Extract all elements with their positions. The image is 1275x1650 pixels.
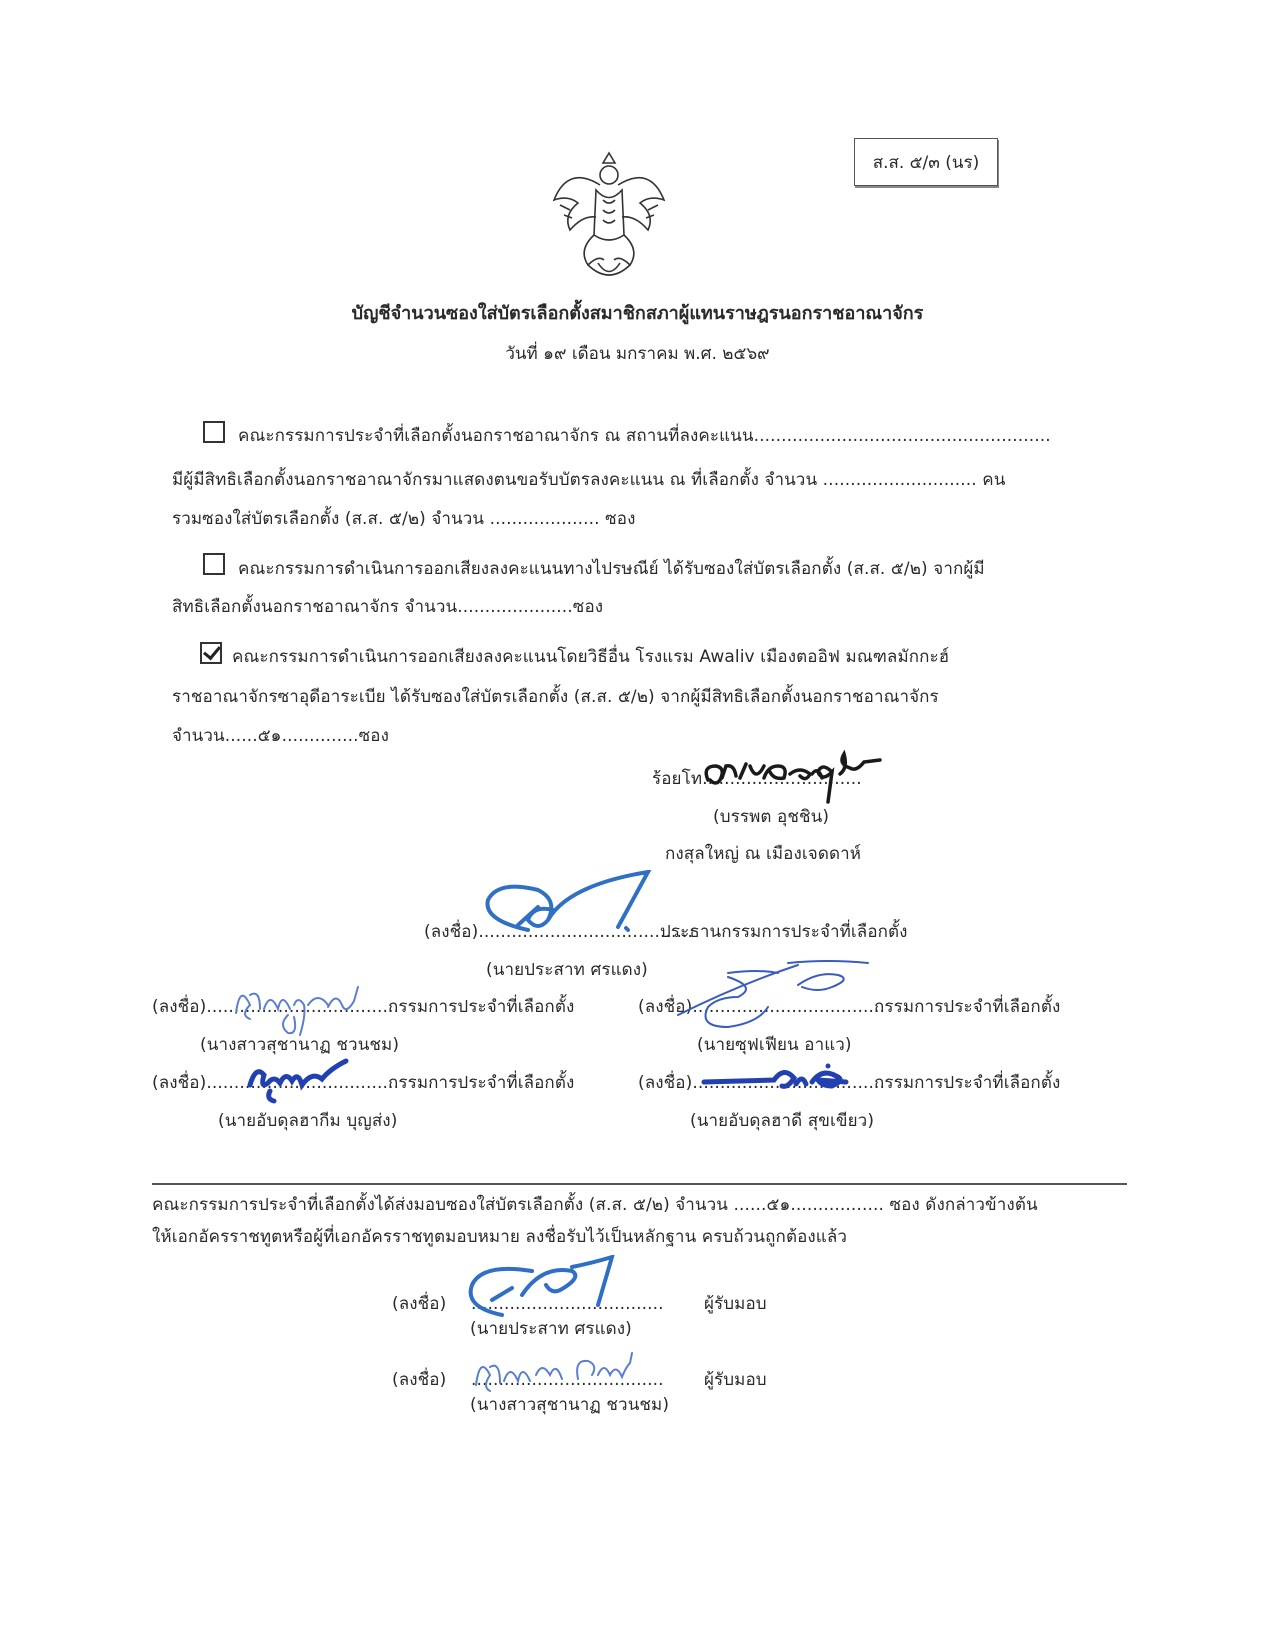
document-title: บัญชีจำนวนซองใส่บัตรเลือกตั้งสมาชิกสภาผู้แทนราษฎรนอกราชอาณาจักร <box>351 303 924 324</box>
delivery-line-2: ให้เอกอัครราชทูตหรือผู้ที่เอกอัครราชทูตมอบหมาย ลงชื่อรับไว้เป็นหลักฐาน ครบถ้วนถูกต้องแล้ว <box>152 1227 848 1247</box>
receiver-1-role: ผู้รับมอบ <box>704 1294 767 1314</box>
chair-name: (นายประสาท ศรแดง) <box>486 960 648 980</box>
consul-position: กงสุลใหญ่ ณ เมืองเจดดาห์ <box>665 844 862 864</box>
option-3-line-2: ราชอาณาจักรซาอุดีอาระเบีย ได้รับซองใส่บัตรเลือกตั้ง (ส.ส. ๕/๒) จากผู้มีสิทธิเลือกตั้งนอกราชอาณาจักร <box>172 687 939 707</box>
option-2-line-2: สิทธิเลือกตั้งนอกราชอาณาจักร จำนวน.....................ซอง <box>172 597 604 617</box>
receiver-1-signature-icon <box>462 1255 642 1325</box>
option-1-line-3: รวมซองใส่บัตรเลือกตั้ง (ส.ส. ๕/๒) จำนวน .................... ซอง <box>172 509 636 529</box>
member-3-name: (นายอับดุลฮากีม บุญส่ง) <box>218 1111 398 1131</box>
option-2-checkbox[interactable] <box>203 553 225 575</box>
receiver-2-sign-label: (ลงชื่อ) <box>392 1370 447 1390</box>
member-1-sign-line: (ลงชื่อ)................................... <box>152 997 399 1017</box>
option-3-line-3: จำนวน......๕๑..............ซอง <box>172 726 389 746</box>
receiver-1-name: (นายประสาท ศรแดง) <box>470 1319 632 1339</box>
chair-signature-icon <box>478 870 658 950</box>
member-4-sign-line: (ลงชื่อ)................................... <box>638 1073 885 1093</box>
member-3-signature-icon <box>240 1055 360 1105</box>
chair-sign-line: (ลงชื่อ)....................................... <box>424 922 693 942</box>
receiver-2-dots: ................................... <box>471 1370 664 1390</box>
option-2-line-1: คณะกรรมการดำเนินการออกเสียงลงคะแนนทางไปรษณีย์ ได้รับซองใส่บัตรเลือกตั้ง (ส.ส. ๕/๒) จากผู้มี <box>238 559 985 579</box>
member-2-sign-line: (ลงชื่อ)................................... <box>638 997 885 1017</box>
member-3-sign-line: (ลงชื่อ)................................... <box>152 1073 399 1093</box>
member-4-name: (นายอับดุลฮาดี สุขเขียว) <box>690 1111 875 1131</box>
option-3-checkbox[interactable] <box>200 642 222 664</box>
consul-sign-line: ร้อยโท............................. <box>652 769 862 789</box>
garuda-emblem-icon <box>548 145 670 285</box>
chair-role: ประธานกรรมการประจำที่เลือกตั้ง <box>660 922 908 942</box>
member-3-role: กรรมการประจำที่เลือกตั้ง <box>388 1073 575 1093</box>
member-4-signature-icon <box>700 1060 870 1100</box>
option-1-line-2: มีผู้มีสิทธิเลือกตั้งนอกราชอาณาจักรมาแสดงตนขอรับบัตรลงคะแนน ณ ที่เลือกตั้ง จำนวน ............................ คน <box>172 470 1006 490</box>
receiver-1-dots: ................................... <box>471 1294 664 1314</box>
member-1-name: (นางสาวสุชานาฏ ชวนชม) <box>200 1035 400 1055</box>
consul-name: (บรรพต อุชชิน) <box>713 807 830 827</box>
member-2-signature-icon <box>668 955 878 1035</box>
document-date: วันที่ ๑๙ เดือน มกราคม พ.ศ. ๒๕๖๙ <box>505 344 770 364</box>
option-1-checkbox[interactable] <box>203 421 225 443</box>
receiver-2-role: ผู้รับมอบ <box>704 1370 767 1390</box>
member-2-role: กรรมการประจำที่เลือกตั้ง <box>874 997 1061 1017</box>
member-2-name: (นายซุฟเฟียน อาแว) <box>697 1035 852 1055</box>
section-divider <box>152 1183 1127 1185</box>
form-code: ส.ส. ๕/๓ (นร) <box>872 152 980 173</box>
member-1-role: กรรมการประจำที่เลือกตั้ง <box>388 997 575 1017</box>
receiver-1-sign-label: (ลงชื่อ) <box>392 1294 447 1314</box>
option-1-line-1: คณะกรรมการประจำที่เลือกตั้งนอกราชอาณาจักร ณ สถานที่ลงคะแนน...................................................... <box>238 426 1051 446</box>
form-code-box <box>854 138 998 186</box>
option-3-line-1: คณะกรรมการดำเนินการออกเสียงลงคะแนนโดยวิธีอื่น โรงแรม Awaliv เมืองตออิฟ มณฑลมักกะฮ์ <box>232 647 950 667</box>
delivery-line-1: คณะกรรมการประจำที่เลือกตั้งได้ส่งมอบซองใส่บัตรเลือกตั้ง (ส.ส. ๕/๒) จำนวน ......๕๑................. ซอง ดังกล่าวข้างต้น <box>152 1195 1038 1215</box>
receiver-2-name: (นางสาวสุชานาฏ ชวนชม) <box>470 1395 670 1415</box>
member-4-role: กรรมการประจำที่เลือกตั้ง <box>874 1073 1061 1093</box>
